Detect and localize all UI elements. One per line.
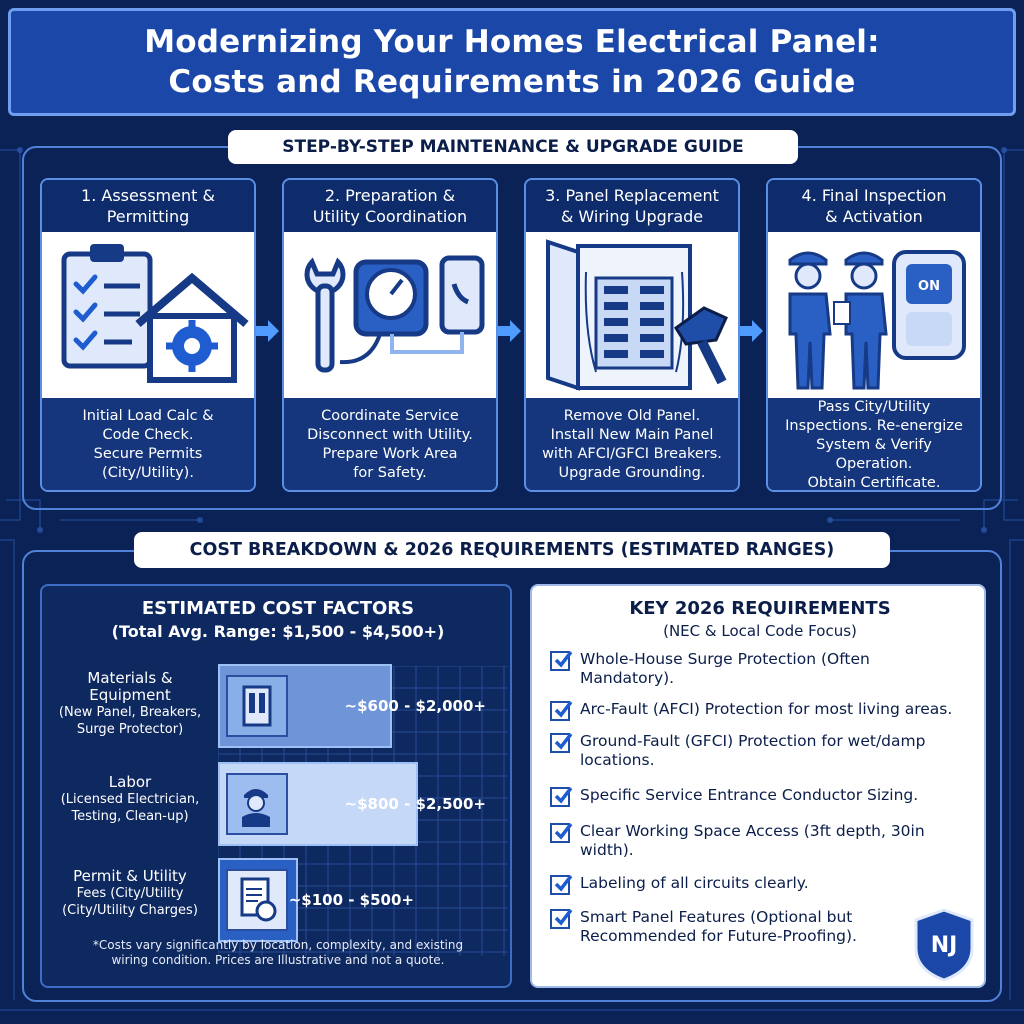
cost-bar-permit — [218, 858, 414, 942]
cost-factors-title: ESTIMATED COST FACTORS — [141, 598, 415, 619]
breaker-box-icon — [226, 675, 288, 737]
step-4-description: Pass City/Utility Inspections. Re-energize System & Verify Operation. Obtain Certificate. — [768, 398, 980, 492]
requirement-text: Specific Service Entrance Conductor Sizing. — [580, 786, 919, 804]
step-card-4 — [766, 178, 982, 492]
step-4-title: 4. Final Inspection & Activation — [768, 180, 980, 232]
steps-section-label: STEP-BY-STEP MAINTENANCE & UPGRADE GUIDE — [228, 130, 798, 164]
requirements-title: KEY 2026 REQUIREMENTS — [629, 598, 891, 619]
step-card-3 — [524, 178, 740, 492]
arrow-right-icon — [738, 318, 764, 344]
requirement-text: Smart Panel Features (Optional but Recommended for Future-Proofing). — [580, 908, 857, 945]
step-card-1 — [40, 178, 256, 492]
electrician-icon — [226, 773, 288, 835]
cost-bar-labor — [218, 762, 486, 846]
cost-bar-materials — [218, 664, 486, 748]
requirement-item — [550, 732, 980, 770]
title-line-2: Costs and Requirements in 2026 Guide — [168, 64, 856, 100]
wrench-meter-phone-icon — [284, 232, 496, 398]
requirement-item — [550, 786, 980, 806]
cost-factors-subtitle: (Total Avg. Range: $1,500 - $4,500+) — [111, 622, 445, 641]
step-1-title: 1. Assessment & Permitting — [42, 180, 254, 232]
category-permit-label: Permit & Utility Fees (City/Utility (City/Utility Charges) — [62, 867, 198, 918]
category-labor-label: Labor (Licensed Electrician, Testing, Clean-up) — [60, 773, 200, 824]
arrow-right-icon — [496, 318, 522, 344]
checkbox-checked-icon — [550, 651, 570, 671]
checkbox-checked-icon — [550, 733, 570, 753]
arrow-right-icon — [254, 318, 280, 344]
requirement-text: Whole-House Surge Protection (Often Mandatory). — [580, 650, 870, 687]
cost-section-label: COST BREAKDOWN & 2026 REQUIREMENTS (ESTIMATED RANGES) — [134, 532, 890, 568]
step-2-description: Coordinate Service Disconnect with Utility. Prepare Work Area for Safety. — [284, 398, 496, 492]
requirements-subtitle: (NEC & Local Code Focus) — [663, 622, 857, 640]
page-title — [144, 22, 880, 102]
checkbox-checked-icon — [550, 909, 570, 929]
category-materials-label: Materials & Equipment (New Panel, Breakers, Surge Protector) — [58, 669, 202, 737]
brand-logo — [912, 908, 976, 982]
cost-value-permit: ~$100 - $500+ — [288, 891, 414, 909]
clipboard-house-gear-icon — [42, 232, 254, 398]
cost-factors-card — [40, 584, 512, 988]
cost-value-materials: ~$600 - $2,000+ — [344, 697, 486, 715]
requirement-item — [550, 822, 980, 860]
breaker-panel-icon — [526, 232, 738, 398]
title-banner — [8, 8, 1016, 116]
title-line-1: Modernizing Your Homes Electrical Panel: — [144, 24, 880, 60]
checkbox-checked-icon — [550, 875, 570, 895]
step-3-description: Remove Old Panel. Install New Main Panel with AFCI/GFCI Breakers. Upgrade Grounding. — [526, 398, 738, 492]
checkbox-checked-icon — [550, 787, 570, 807]
requirement-text: Ground-Fault (GFCI) Protection for wet/damp locations. — [580, 732, 926, 769]
inspectors-switch-icon — [768, 232, 980, 398]
cost-value-labor: ~$800 - $2,500+ — [344, 795, 486, 813]
logo-mark: NJ — [930, 933, 958, 958]
requirement-item — [550, 650, 980, 688]
checkbox-checked-icon — [550, 823, 570, 843]
step-2-title: 2. Preparation & Utility Coordination — [284, 180, 496, 232]
step-1-description: Initial Load Calc & Code Check. Secure Permits (City/Utility). — [42, 398, 254, 492]
requirement-text: Clear Working Space Access (3ft depth, 30in width). — [580, 822, 925, 859]
requirement-item — [550, 874, 980, 894]
requirement-text: Labeling of all circuits clearly. — [580, 874, 809, 892]
switch-on-label: ON — [918, 279, 940, 294]
cost-disclaimer: *Costs vary significantly by location, complexity, and existing wiring condition. Prices are Illustrative and not a quote. — [92, 938, 464, 967]
checkbox-checked-icon — [550, 701, 570, 721]
permit-document-icon — [226, 869, 288, 931]
requirement-item — [550, 700, 980, 720]
step-card-2 — [282, 178, 498, 492]
step-3-title: 3. Panel Replacement & Wiring Upgrade — [526, 180, 738, 232]
requirement-text: Arc-Fault (AFCI) Protection for most living areas. — [580, 700, 953, 718]
